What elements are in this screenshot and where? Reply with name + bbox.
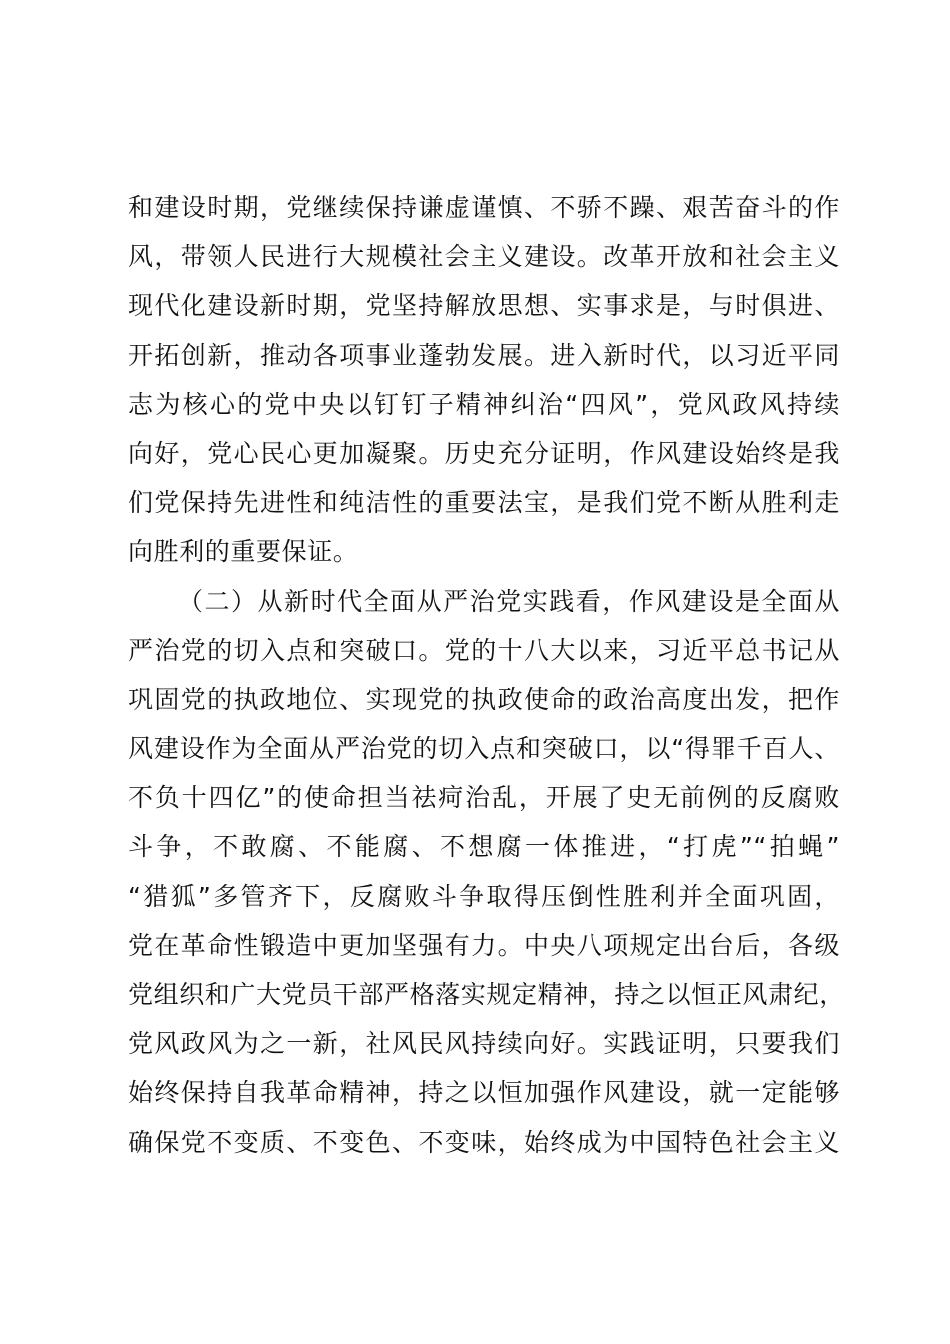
text-line: 和建设时期，党继续保持谦虚谨慎、不骄不躁、艰苦奋斗的作: [128, 193, 840, 222]
text-line: 党在革命性锻造中更加坚强有力。中央八项规定出台后，各级: [128, 930, 840, 960]
body-text: [128, 183, 845, 1167]
text-line: 们党保持先进性和纯洁性的重要法宝，是我们党不断从胜利走: [128, 488, 840, 518]
text-line: 志为核心的党中央以钉钉子精神纠治“四风”，党风政风持续: [128, 389, 840, 419]
text-line: 向胜利的重要保证。: [128, 537, 359, 567]
text-line: “猎狐”多管齐下，反腐败斗争取得压倒性胜利并全面巩固，: [128, 881, 840, 911]
text-line: 巩固党的执政地位、实现党的执政使命的政治高度出发，把作: [128, 684, 840, 714]
text-line: 党风政风为之一新，社风民风持续向好。实践证明，只要我们: [128, 1029, 840, 1059]
text-line: 斗争，不敢腐、不能腐、不想腐一体推进，“打虎”“拍蝇”: [128, 832, 840, 862]
text-line: 严治党的切入点和突破口。党的十八大以来，习近平总书记从: [128, 635, 840, 665]
text-line: 开拓创新，推动各项事业蓬勃发展。进入新时代，以习近平同: [128, 340, 840, 370]
text-line: 始终保持自我革命精神，持之以恒加强作风建设，就一定能够: [128, 1078, 840, 1108]
text-line: 风，带领人民进行大规模社会主义建设。改革开放和社会主义: [128, 242, 840, 272]
text-line: 确保党不变质、不变色、不变味，始终成为中国特色社会主义: [128, 1127, 840, 1157]
text-line: 不负十四亿”的使命担当祛疴治乱，开展了史无前例的反腐败: [128, 783, 840, 813]
text-line: 党组织和广大党员干部严格落实规定精神，持之以恒正风肃纪，: [128, 980, 845, 1009]
text-line: 风建设作为全面从严治党的切入点和突破口，以“得罪千百人、: [128, 734, 840, 764]
paragraph-heading-line: （二）从新时代全面从严治党实践看，作风建设是全面从: [178, 586, 840, 616]
text-line: 现代化建设新时期，党坚持解放思想、实事求是，与时俱进、: [128, 291, 840, 321]
text-line: 向好，党心民心更加凝聚。历史充分证明，作风建设始终是我: [128, 438, 840, 468]
